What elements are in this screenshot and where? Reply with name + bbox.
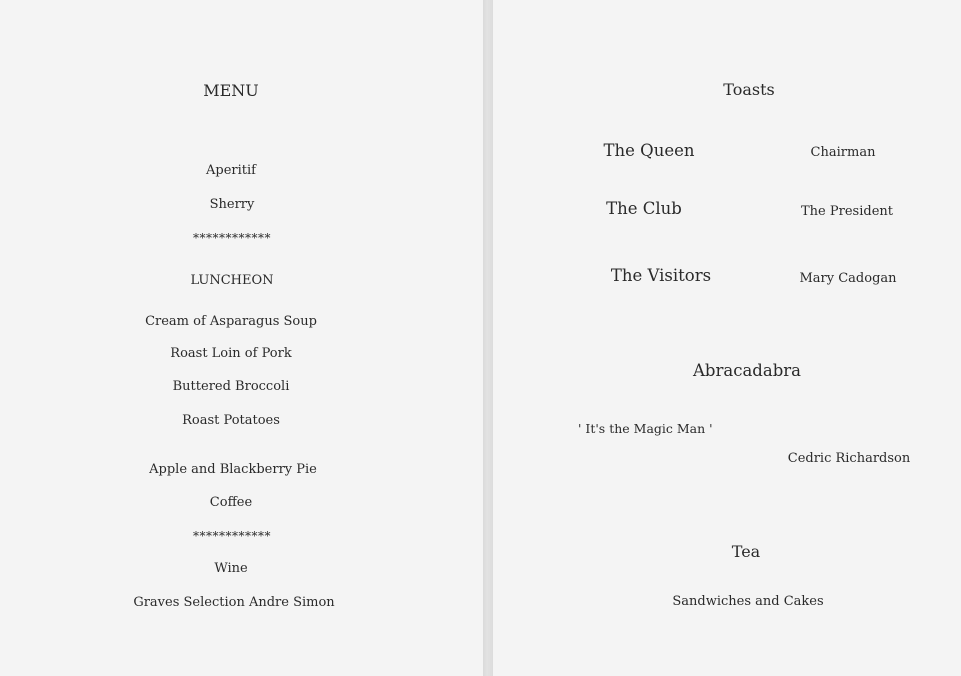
toast-proposer: The President: [801, 204, 893, 219]
program-page: [493, 0, 961, 676]
aperitif-label: Aperitif: [206, 163, 256, 178]
separator-top: ************: [193, 231, 271, 245]
luncheon-label: LUNCHEON: [190, 273, 274, 288]
entertainment-act: ' It's the Magic Man ': [578, 421, 713, 436]
menu-title: MENU: [203, 81, 259, 100]
entertainment-title: Abracadabra: [693, 361, 801, 380]
wine-label: Wine: [214, 561, 248, 576]
tea-fare: Sandwiches and Cakes: [672, 594, 824, 609]
entertainment-performer: Cedric Richardson: [787, 451, 911, 466]
course-item: Apple and Blackberry Pie: [149, 462, 317, 477]
toasts-title: Toasts: [723, 80, 775, 99]
course-item: Coffee: [209, 495, 253, 510]
tea-title: Tea: [731, 542, 761, 561]
aperitif-item: Sherry: [209, 197, 255, 212]
course-item: Roast Potatoes: [182, 413, 280, 428]
course-item: Buttered Broccoli: [172, 379, 290, 394]
course-item: Roast Loin of Pork: [170, 346, 292, 361]
page-fold: [483, 0, 493, 676]
course-item: Cream of Asparagus Soup: [145, 314, 317, 329]
toast-proposer: Mary Cadogan: [799, 271, 897, 286]
wine-item: Graves Selection Andre Simon: [133, 595, 335, 610]
toast-name: The Club: [606, 199, 682, 218]
toast-proposer: Chairman: [810, 145, 876, 160]
separator-bottom: ************: [193, 529, 271, 543]
toast-name: The Queen: [603, 141, 695, 160]
toast-name: The Visitors: [610, 266, 712, 285]
